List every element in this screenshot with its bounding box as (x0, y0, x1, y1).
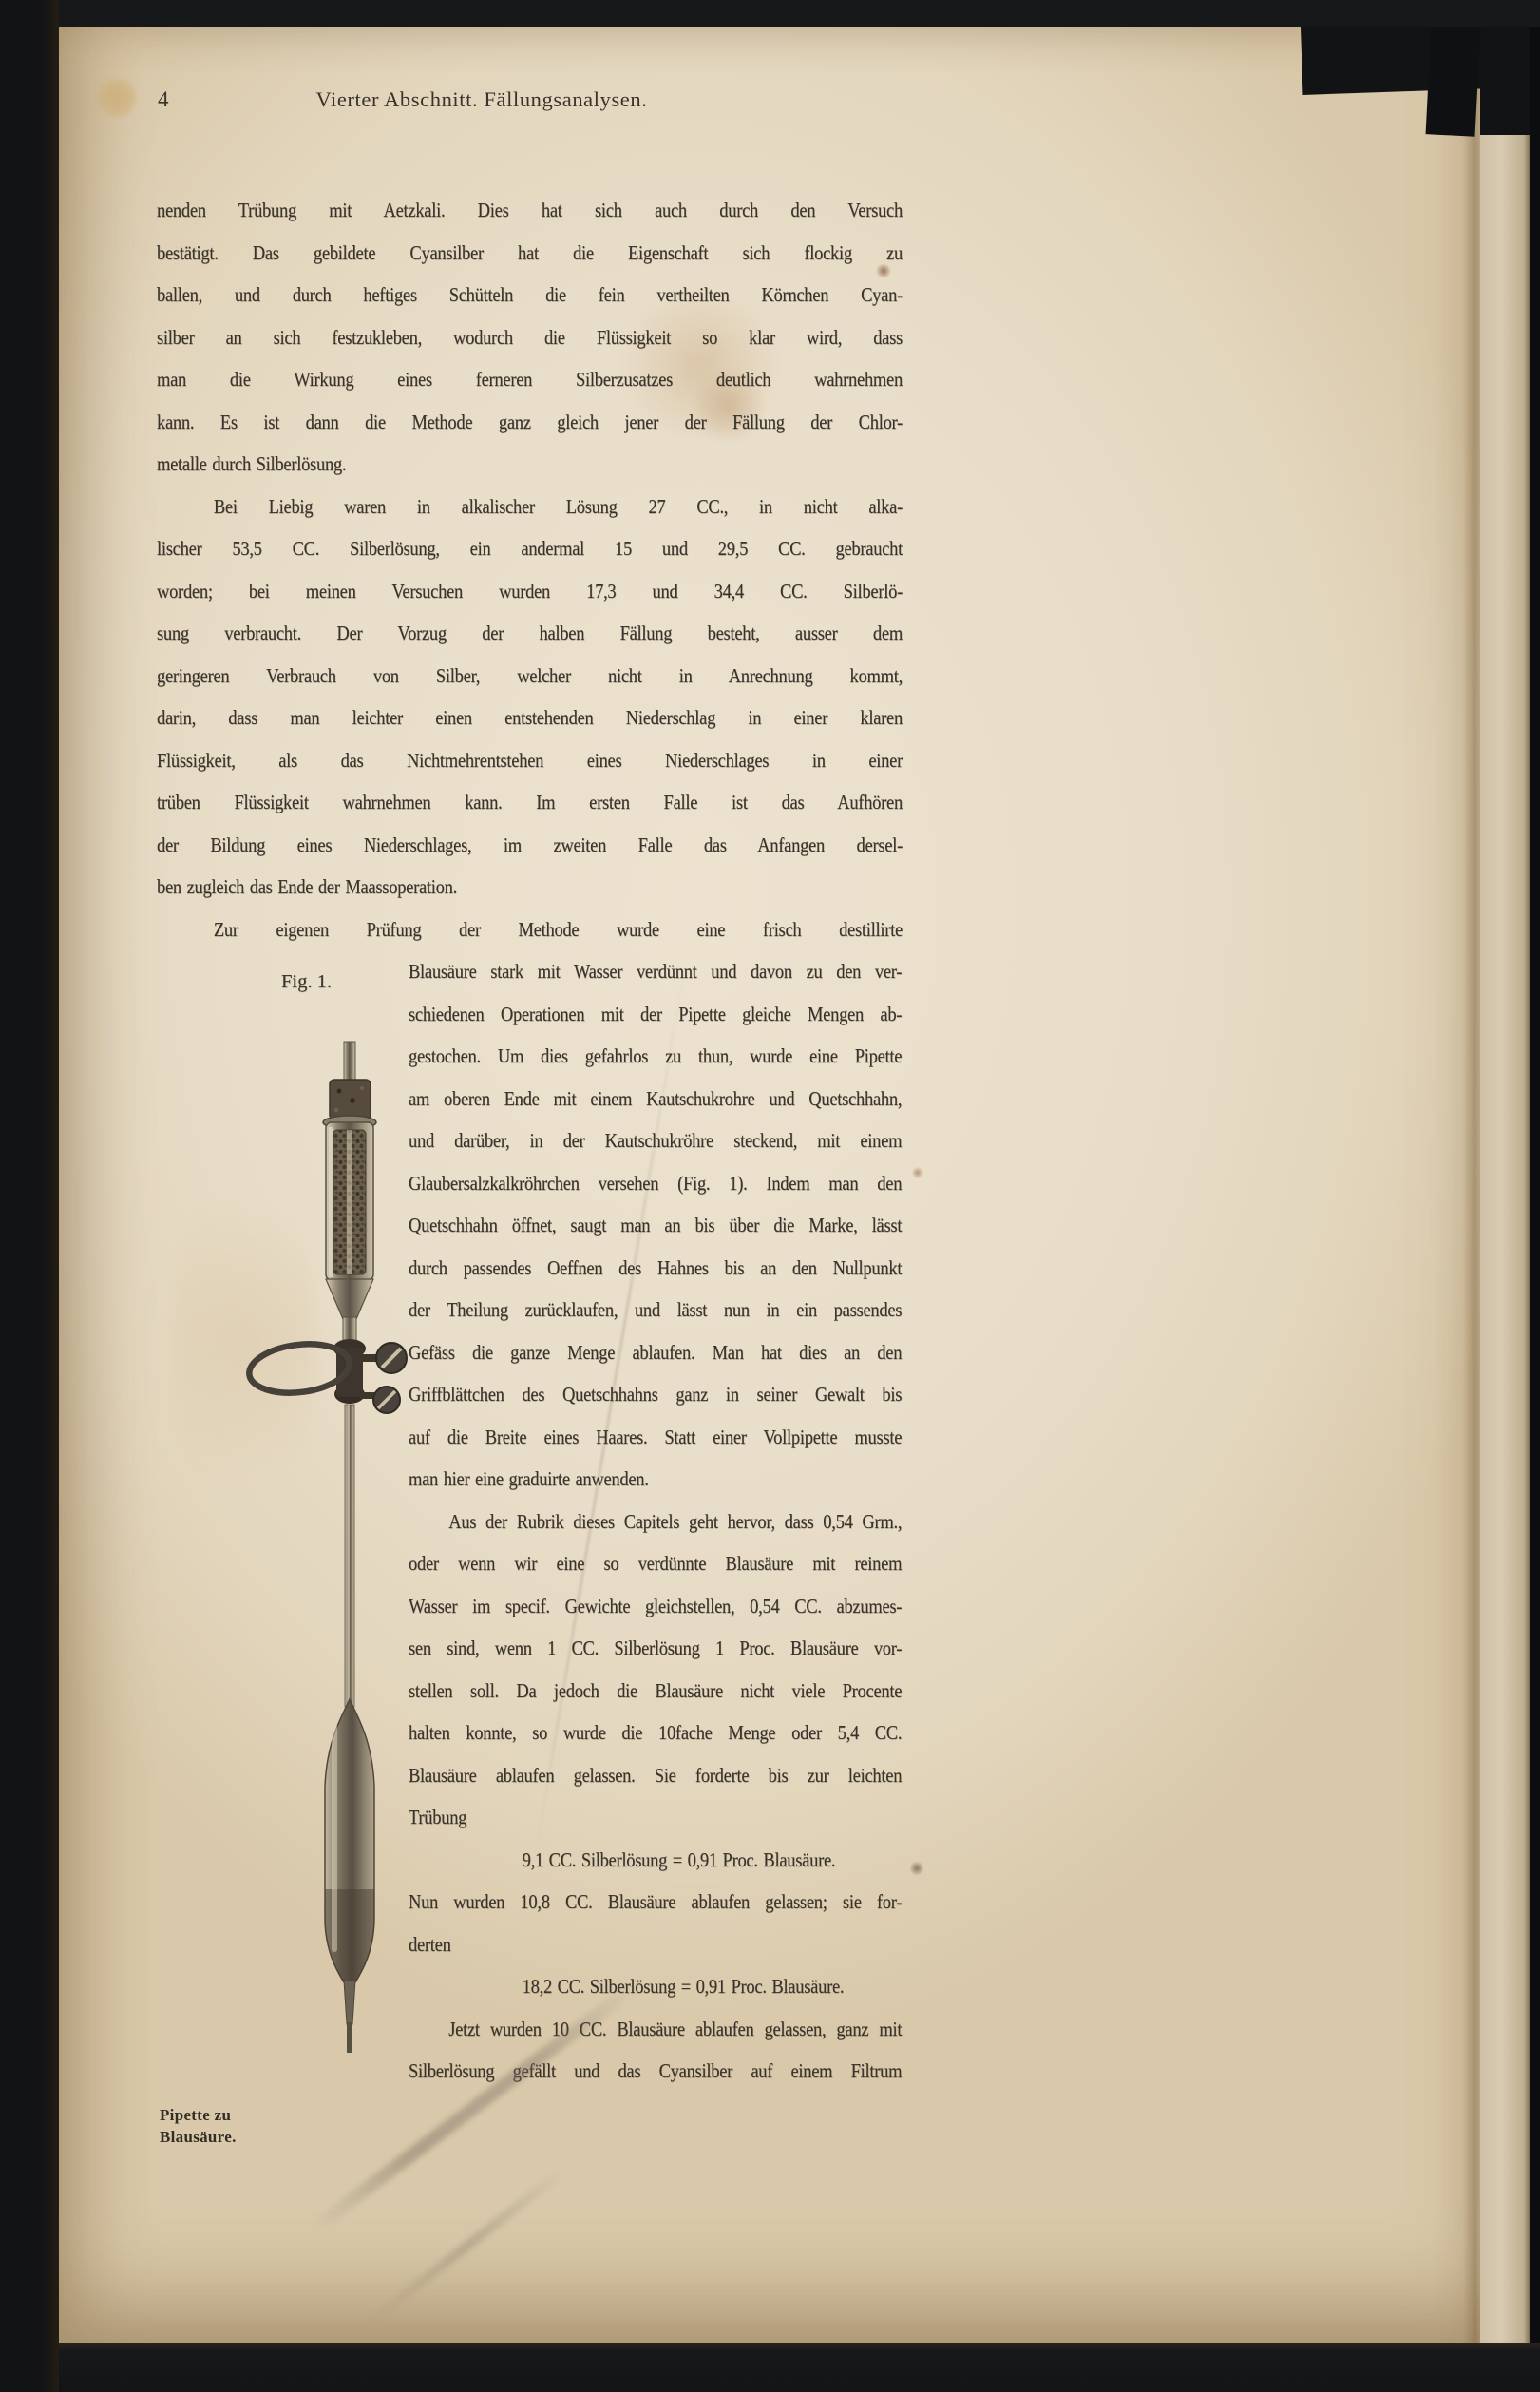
text-line: derten (409, 1932, 451, 1956)
running-title: Vierter Abschnitt. Fällungsanalysen. (315, 87, 648, 111)
scan-edge (0, 0, 1540, 27)
page-number: 4 (158, 87, 170, 111)
text-line: lischer 53,5 CC. Silberlösung, ein andermal 15 und 29,5 CC. gebraucht (157, 537, 903, 560)
text-line: sen sind, wenn 1 CC. Silberlösung 1 Proc. Blausäure vor- (409, 1636, 903, 1659)
text-line: Quetschhahn öffnet, saugt man an bis über die Marke, lässt (409, 1214, 903, 1236)
text-line: Glaubersalzkalkröhrchen versehen (Fig. 1). Indem man den (409, 1171, 903, 1195)
text-line: man hier eine graduirte anwenden. (409, 1467, 649, 1490)
text-line: sung verbraucht. Der Vorzug der halben Fällung besteht, ausser dem (157, 622, 903, 644)
text-line: kann. Es ist dann die Methode ganz gleich jener der Fällung der Chlor- (157, 410, 903, 433)
book-page (59, 27, 1480, 2343)
text-line: bestätigt. Das gebildete Cyansilber hat die Eigenschaft sich flockig zu (157, 240, 903, 264)
text-line: Nun wurden 10,8 CC. Blausäure ablaufen gelassen; sie for- (409, 1890, 903, 1913)
text-line: schiedenen Operationen mit der Pipette gleiche Mengen ab- (409, 1002, 903, 1025)
text-line: der Theilung zurücklaufen, und lässt nun in ein passendes (409, 1298, 903, 1321)
figure-label: Fig. 1. (281, 971, 332, 992)
text-line: Jetzt wurden 10 CC. Blausäure ablaufen gelassen, ganz mit (448, 2017, 903, 2040)
figure-caption-line: Pipette zu (160, 2106, 232, 2124)
text-line: silber an sich festzukleben, wodurch die Flüssigkeit so klar wird, dass (157, 325, 903, 349)
text-line: der Bildung eines Niederschlages, im zweiten Falle das Anfangen dersel- (157, 832, 903, 856)
text-line: metalle durch Silberlösung. (157, 452, 347, 475)
text-line: ben zugleich das Ende der Maassoperation. (157, 875, 457, 898)
text-line: Bei Liebig waren in alkalischer Lösung 27 CC., in nicht alka- (213, 494, 903, 518)
text-line: Aus der Rubrik dieses Capitels geht hervor, dass 0,54 Grm., (448, 1509, 903, 1533)
text-line: 9,1 CC. Silberlösung = 0,91 Proc. Blausäure. (522, 1847, 836, 1871)
figure-caption (160, 2104, 331, 2148)
text-line: Gefäss die ganze Menge ablaufen. Man hat dies an den (409, 1340, 903, 1364)
text-line: 18,2 CC. Silberlösung = 0,91 Proc. Blausäure. (522, 1975, 845, 1998)
text-line: halten konnte, so wurde die 10fache Menge oder 5,4 CC. (409, 1721, 903, 1744)
text-line: am oberen Ende mit einem Kautschukrohre und Quetschhahn, (409, 1086, 903, 1110)
text-line: geringeren Verbrauch von Silber, welcher nicht in Anrechnung kommt, (157, 663, 903, 687)
text-line: darin, dass man leichter einen entstehenden Niederschlag in einer klaren (157, 706, 903, 729)
text-line: Griffblättchen des Quetschhahns ganz in seiner Gewalt bis (409, 1383, 903, 1406)
text-line: Zur eigenen Prüfung der Methode wurde eine frisch destillirte (213, 917, 903, 941)
text-line: Silberlösung gefällt und das Cyansilber auf einem Filtrum (409, 2059, 903, 2082)
pencil-smudge (367, 2166, 567, 2325)
text-line: durch passendes Oeffnen des Hahnes bis an den Nullpunkt (409, 1255, 903, 1279)
text-line: gestochen. Um dies gefahrlos zu thun, wurde eine Pipette (409, 1044, 903, 1067)
page-header (59, 87, 904, 120)
text-line: nenden Trübung mit Aetzkali. Dies hat sich auch durch den Versuch (157, 199, 903, 221)
next-page-edge (1480, 0, 1531, 2392)
text-line: worden; bei meinen Versuchen wurden 17,3 und 34,4 CC. Silberlö- (157, 579, 903, 603)
page-fold-shadow (1463, 27, 1482, 2343)
text-line: stellen soll. Da jedoch die Blausäure nicht viele Procente (409, 1678, 903, 1702)
figure-caption-line: Blausäure. (160, 2128, 237, 2146)
scan-edge (0, 0, 59, 2392)
paper-stain (910, 1861, 923, 1876)
text-line: und darüber, in der Kautschukröhre steckend, mit einem (409, 1129, 903, 1152)
text-line: Trübung (409, 1806, 467, 1828)
paper-stain (912, 1167, 923, 1178)
text-line: auf die Breite eines Haares. Statt einer Vollpipette musste (409, 1425, 903, 1448)
text-line: Wasser im specif. Gewichte gleichstellen, 0,54 CC. abzumes- (409, 1594, 903, 1617)
text-line: oder wenn wir eine so verdünnte Blausäure mit reinem (409, 1552, 903, 1575)
scan-edge (1530, 0, 1540, 2392)
text-line: Blausäure stark mit Wasser verdünnt und davon zu den ver- (409, 960, 903, 983)
text-line: trüben Flüssigkeit wahrnehmen kann. Im ersten Falle ist das Aufhören (157, 791, 903, 813)
text-line: man die Wirkung eines ferneren Silberzusatzes deutlich wahrnehmen (157, 368, 903, 391)
text-line: Flüssigkeit, als das Nichtmehrentstehen eines Niederschlages in einer (157, 748, 903, 772)
text-line: Blausäure ablaufen gelassen. Sie forderte bis zur leichten (409, 1763, 903, 1787)
text-block-full-width (157, 189, 903, 950)
text-block-narrow-column (409, 950, 902, 2093)
scan-edge (0, 2343, 1540, 2392)
text-line: ballen, und durch heftiges Schütteln die fein vertheilten Körnchen Cyan- (157, 283, 903, 306)
